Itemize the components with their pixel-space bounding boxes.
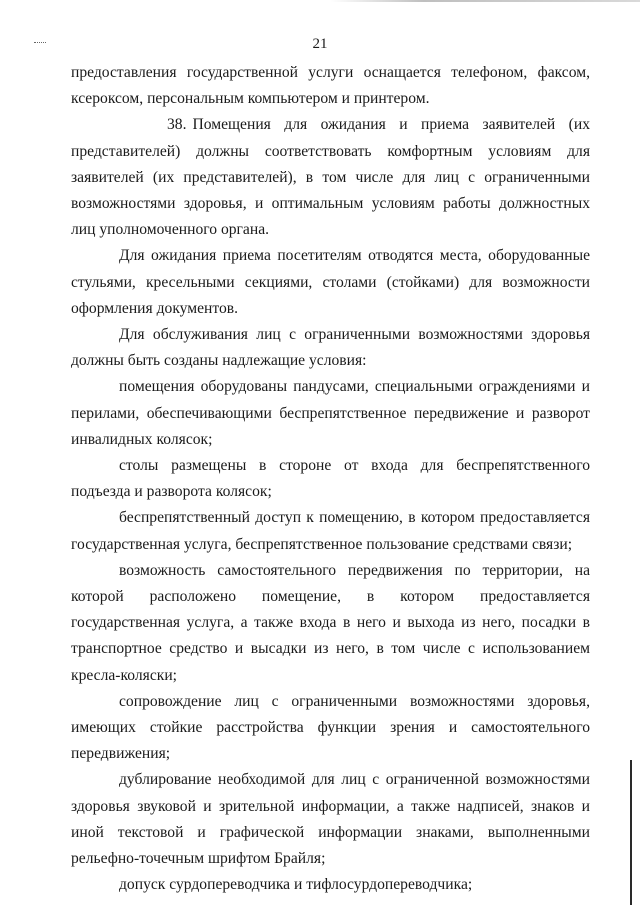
scan-edge-line: [630, 760, 632, 905]
paragraph-number: 38.: [167, 116, 187, 134]
paragraph-numbered: [71, 112, 590, 243]
paragraph: Для ожидания приема посетителям отводятся места, оборудованные стульями, кресельными секциями, столами (стойками) для возможности оформления документов.: [71, 247, 590, 317]
list-item: возможность самостоятельного передвижения по территории, на которой расположено помещение, в котором предоставляется государственная услуга, а также входа в него и выхода из него, посадки в транспортное средство и высадки из него, в том числе с использованием кресла-коляски;: [71, 561, 590, 684]
paragraph: Для обслуживания лиц с ограниченными возможностями здоровья должны быть созданы надлежащие условия:: [71, 326, 590, 370]
document-body: [71, 60, 590, 899]
scan-edge-mark: [330, 0, 640, 2]
list-item: помещения оборудованы пандусами, специальными ограждениями и перилами, обеспечивающими беспрепятственное передвижение и разворот инвалидных колясок;: [71, 378, 590, 448]
list-item: допуск сурдопереводчика и тифлосурдопереводчика;: [119, 876, 473, 894]
paragraph-text: Помещения для ожидания и приема заявителей (их представителей) должны соответствовать комфортным условиям для заявителей (их представителей), в том числе для лиц с ограниченными возможностями здоровья, и оптимальным условиям работы должностных лиц уполномоченного органа.: [71, 116, 590, 239]
paragraph: предоставления государственной услуги оснащается телефоном, факсом, ксероксом, персональным компьютером и принтером.: [71, 64, 590, 108]
list-item: дублирование необходимой для лиц с ограниченной возможностями здоровья звуковой и зрительной информации, а также надписей, знаков и иной текстовой и графической информации знаками, выполненными рельефно-точечным шрифтом Брайля;: [71, 771, 590, 868]
list-item: столы размещены в стороне от входа для беспрепятственного подъезда и разворота колясок;: [71, 457, 590, 501]
page-number: 21: [312, 36, 328, 52]
list-item: беспрепятственный доступ к помещению, в котором предоставляется государственная услуга, беспрепятственное пользование средствами связи;: [71, 509, 590, 553]
list-item: сопровождение лиц с ограниченными возможностями здоровья, имеющих стойкие расстройства функции зрения и самостоятельного передвижения;: [71, 692, 590, 763]
